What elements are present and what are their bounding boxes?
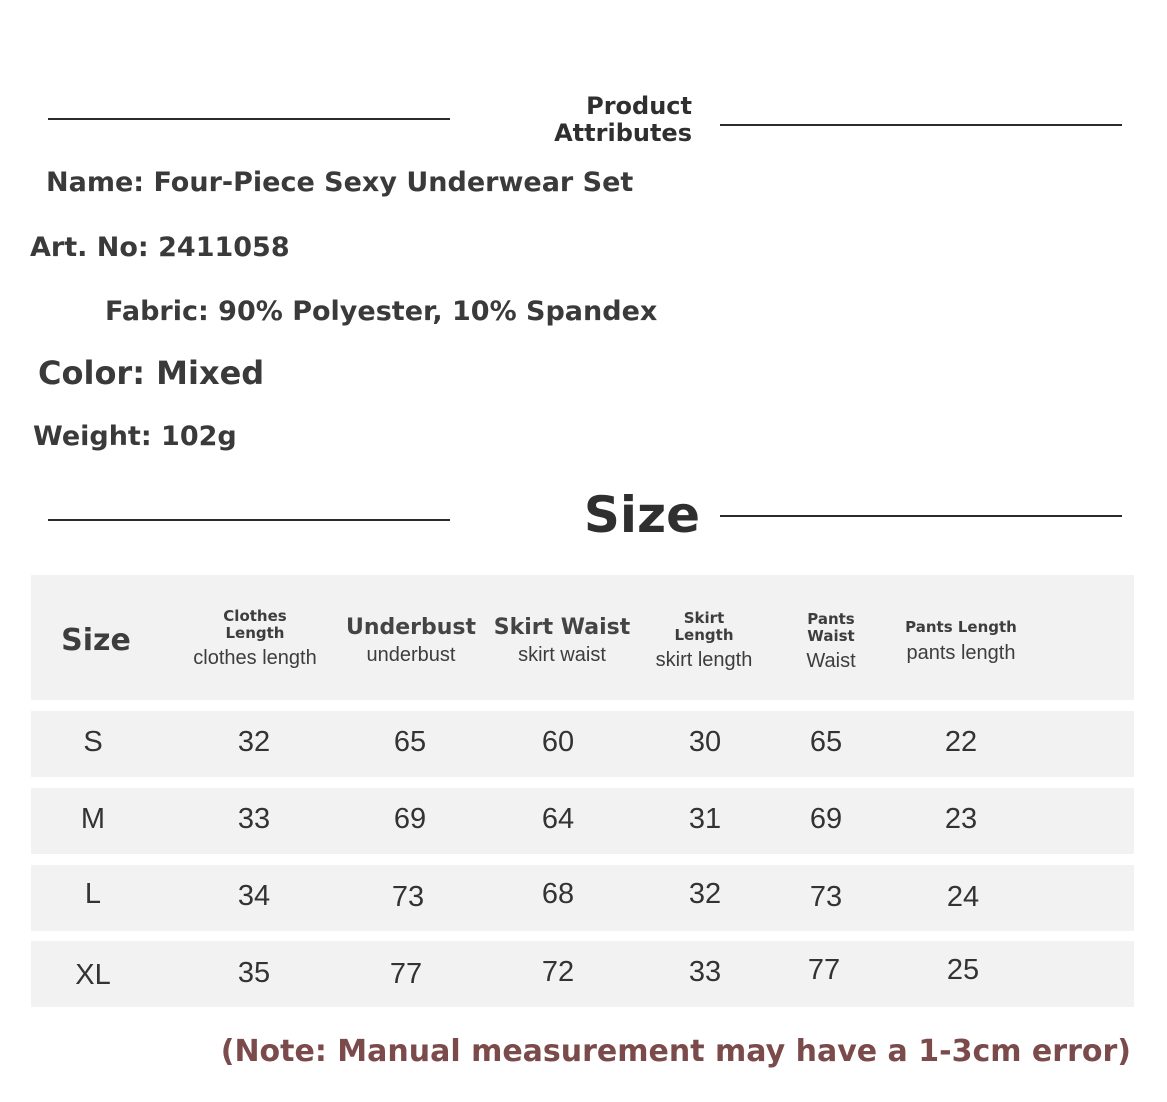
attributes-heading-line1: Product: [586, 92, 692, 120]
cell-skirt-length: 31: [688, 803, 722, 835]
attribute-weight: Weight: 102g: [33, 421, 237, 452]
cell-size: S: [83, 726, 103, 758]
header-size: Size: [61, 623, 131, 658]
cell-skirt-length: 33: [688, 956, 722, 988]
cell-skirt-waist: 72: [541, 956, 575, 988]
cell-size: L: [84, 878, 102, 910]
cell-pants-waist: 69: [809, 803, 843, 835]
header-skirt-waist: Skirt Waist skirt waist: [493, 615, 631, 666]
attributes-heading: [480, 94, 692, 145]
cell-clothes-length: 34: [237, 880, 271, 912]
attributes-heading-line2: Attributes: [554, 119, 692, 147]
header-underbust: Underbust underbust: [345, 615, 477, 666]
attributes-divider-right: [720, 124, 1122, 126]
table-row: [31, 788, 1134, 854]
cell-size: XL: [75, 959, 111, 991]
cell-pants-length: 24: [946, 881, 980, 913]
cell-underbust: 73: [391, 881, 425, 913]
cell-skirt-waist: 68: [541, 878, 575, 910]
cell-pants-length: 23: [944, 803, 978, 835]
attribute-fabric: Fabric: 90% Polyester, 10% Spandex: [105, 296, 658, 327]
attributes-divider-left: [48, 118, 450, 120]
cell-pants-waist: 73: [809, 881, 843, 913]
cell-pants-waist: 77: [807, 954, 841, 986]
header-skirt-length: Skirt Length skirt length: [655, 609, 753, 671]
size-table-header: [31, 575, 1134, 700]
header-pants-waist: Pants Waist Waist: [806, 610, 856, 672]
table-row: [31, 865, 1134, 931]
attribute-name: Name: Four-Piece Sexy Underwear Set: [46, 167, 634, 198]
cell-skirt-waist: 60: [541, 726, 575, 758]
cell-pants-length: 22: [944, 726, 978, 758]
cell-underbust: 77: [389, 958, 423, 990]
cell-skirt-length: 30: [688, 726, 722, 758]
table-row: [31, 711, 1134, 777]
cell-pants-waist: 65: [809, 726, 843, 758]
size-divider-left: [48, 519, 450, 521]
cell-clothes-length: 33: [237, 803, 271, 835]
cell-size: M: [80, 803, 106, 835]
header-clothes-length: Clothes Length clothes length: [193, 607, 317, 669]
table-row: [31, 941, 1134, 1007]
cell-skirt-waist: 64: [541, 803, 575, 835]
cell-underbust: 65: [393, 726, 427, 758]
cell-underbust: 69: [393, 803, 427, 835]
header-pants-length: Pants Length pants length: [905, 618, 1017, 665]
measurement-note: (Note: Manual measurement may have a 1-3cm error): [220, 1034, 1131, 1069]
cell-pants-length: 25: [946, 954, 980, 986]
cell-clothes-length: 32: [237, 726, 271, 758]
attribute-art-no: Art. No: 2411058: [30, 232, 290, 263]
cell-skirt-length: 32: [688, 878, 722, 910]
size-heading: Size: [583, 486, 700, 544]
attribute-color: Color: Mixed: [38, 354, 265, 392]
size-divider-right: [720, 515, 1122, 517]
cell-clothes-length: 35: [237, 957, 271, 989]
